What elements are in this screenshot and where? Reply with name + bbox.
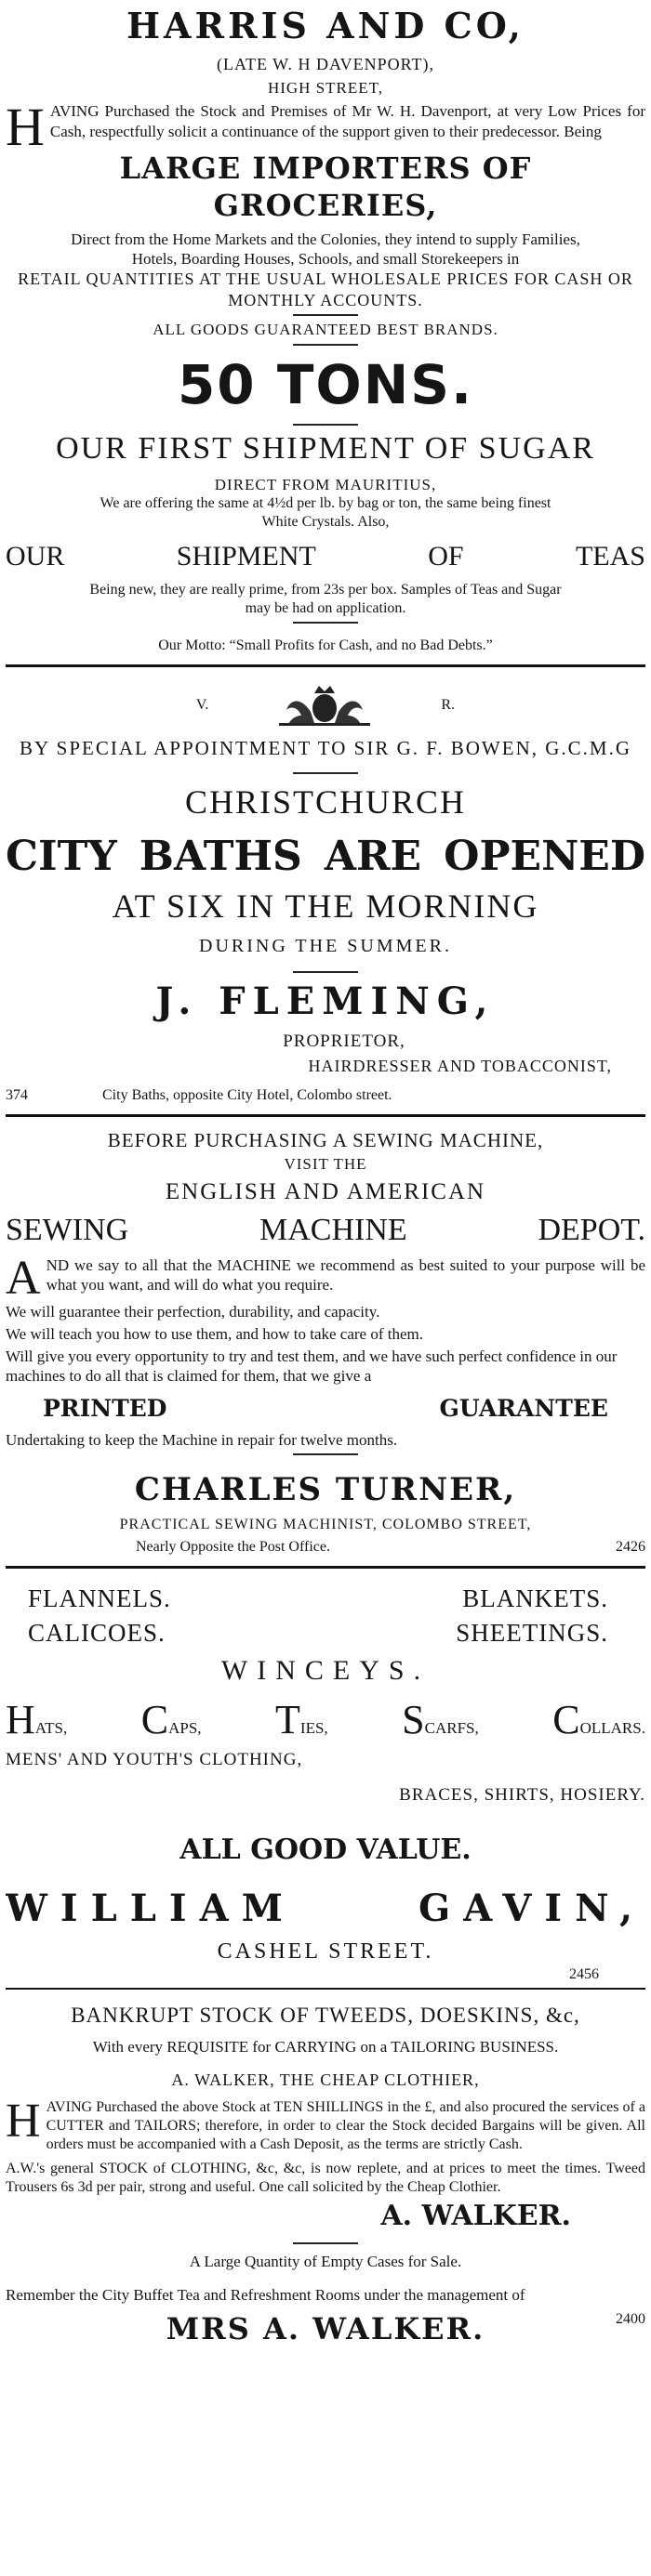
sewing-english-american: ENGLISH AND AMERICAN <box>165 1179 486 1205</box>
gavin-cashel-street: CASHEL STREET. <box>217 1939 434 1965</box>
walker-advertisement <box>6 2001 645 2347</box>
short-rule <box>293 622 358 624</box>
scarfs-cap-letter: S <box>402 1696 425 1742</box>
short-rule <box>293 2242 358 2244</box>
walker-bankrupt-stock: BANKRUPT STOCK OF TWEEDS, DOESKINS, &c, <box>71 2004 580 2028</box>
baths-hairdresser: HAIRDRESSER AND TOBACCONIST, <box>308 1057 612 1076</box>
depot-word: DEPOT. <box>538 1212 645 1247</box>
sewing-machine-advertisement <box>6 1128 645 1557</box>
winceys-text: WINCEYS. <box>220 1655 431 1687</box>
section-divider <box>6 1988 645 1990</box>
baths-footer <box>6 1086 645 1105</box>
harris-teas-heading <box>6 539 645 574</box>
short-rule <box>293 424 358 426</box>
gavin-fabric-row <box>6 1584 645 1615</box>
scarfs-item <box>402 1696 479 1742</box>
teas-word: OF <box>428 540 464 572</box>
collars-cap-letter: C <box>552 1696 580 1742</box>
short-rule <box>293 772 358 774</box>
baths-during-summer: DURING THE SUMMER. <box>199 935 452 956</box>
harris-offering-line-2: White Crystals. Also, <box>261 513 390 530</box>
harris-retail-line-2: MONTHLY ACCOUNTS. <box>228 290 423 309</box>
sewing-item: We will teach you how to use them, and how to take care of them. <box>6 1324 423 1343</box>
harris-drop-cap: H <box>6 97 45 158</box>
harris-retail-line-1: RETAIL QUANTITIES AT THE USUAL WHOLESALE PRICES FOR CASH OR <box>18 269 633 289</box>
sewing-item: We will guarantee their perfection, durability, and capacity. <box>6 1302 380 1321</box>
walker-drop-cap: H <box>6 2094 41 2148</box>
baths-christchurch: CHRISTCHURCH <box>184 782 467 821</box>
royal-crest-icon <box>273 684 376 727</box>
walker-paragraph-1 <box>6 2094 645 2154</box>
fabric-item: SHEETINGS. <box>456 1619 608 1648</box>
city-word: ARE <box>324 832 422 880</box>
gavin-name-heading <box>6 1886 645 1932</box>
sewing-address: Nearly Opposite the Post Office. <box>136 1538 330 1555</box>
depot-word: SEWING <box>6 1212 129 1247</box>
fabric-item: FLANNELS. <box>28 1584 171 1612</box>
harris-direct-line-1: Direct from the Home Markets and the Colonies, they intend to supply Families, <box>71 230 580 248</box>
gavin-hats-row <box>6 1696 645 1742</box>
gavin-surname: GAVIN, <box>418 1886 645 1931</box>
baths-appointment: BY SPECIAL APPOINTMENT TO SIR G. F. BOWEN, G.C.M.G <box>20 737 631 760</box>
harris-street: HIGH STREET, <box>267 79 384 97</box>
sewing-footer <box>6 1538 645 1557</box>
section-divider <box>6 1114 645 1117</box>
sewing-visit: VISIT THE <box>284 1155 367 1174</box>
gavin-mens-clothing: MENS' AND YOUTH'S CLOTHING, <box>6 1750 303 1770</box>
sewing-ad-number: 2426 <box>616 1538 645 1555</box>
short-rule <box>293 314 358 316</box>
hats-item <box>6 1696 68 1742</box>
baths-fleming: J. FLEMING, <box>155 979 496 1023</box>
city-word: CITY <box>6 832 117 880</box>
section-divider <box>6 1566 645 1569</box>
section-divider <box>6 664 645 667</box>
harris-being-line-2: may be had on application. <box>245 600 406 617</box>
gavin-winceys <box>6 1653 645 1689</box>
walker-paragraph-1-text: AVING Purchased the above Stock at TEN SHILLINGS in the £, and also procured the services of a CUTTER and TAILORS; therefore, in order to clear the Stock decided Bargains will be given. All orders must be accompanied with a Cash Deposit, as the terms are strictly Cash. <box>46 2098 645 2152</box>
teas-word: SHIPMENT <box>176 540 316 572</box>
walker-mrs-row <box>6 2310 645 2347</box>
collars-rest: OLLARS. <box>579 1718 645 1737</box>
walker-ad-number: 2400 <box>616 2310 645 2327</box>
baths-proprietor: PROPRIETOR, <box>283 1031 405 1051</box>
harris-late-line: (LATE W. H DAVENPORT), <box>216 54 435 73</box>
harris-title: HARRIS AND CO, <box>126 5 525 46</box>
ties-rest: IES, <box>299 1718 328 1737</box>
gavin-all-good-value: ALL GOOD VALUE. <box>179 1833 472 1866</box>
sewing-practical: PRACTICAL SEWING MACHINIST, COLOMBO STREET, <box>119 1516 532 1532</box>
guarantee-word: GUARANTEE <box>439 1394 608 1422</box>
sewing-undertaking: Undertaking to keep the Machine in repair for twelve months. <box>6 1430 398 1449</box>
short-rule <box>293 971 358 973</box>
walker-cheap-clothier: A. WALKER, THE CHEAP CLOTHIER, <box>171 2070 480 2090</box>
walker-empty-cases: A Large Quantity of Empty Cases for Sale. <box>189 2253 462 2271</box>
harris-mauritius: DIRECT FROM MAURITIUS, <box>214 475 437 493</box>
harris-intro-paragraph <box>6 97 645 158</box>
depot-word: MACHINE <box>259 1212 407 1247</box>
ties-item <box>275 1696 328 1742</box>
royal-crest-row <box>6 684 645 727</box>
teas-word: TEAS <box>575 540 645 572</box>
gavin-first-name: WILLIAM <box>6 1886 296 1931</box>
sewing-intro-paragraph <box>6 1252 645 1306</box>
harris-motto: Our Motto: “Small Profits for Cash, and no Bad Debts.” <box>158 637 493 654</box>
short-rule <box>293 344 358 346</box>
harris-large-importers: LARGE IMPORTERS OF GROCERIES, <box>119 150 532 223</box>
baths-address: City Baths, opposite City Hotel, Colombo street. <box>102 1086 392 1103</box>
baths-city-baths-heading <box>6 831 645 882</box>
hats-cap-letter: H <box>6 1696 35 1742</box>
hats-rest: ATS, <box>34 1718 68 1737</box>
walker-with-every: With every REQUISITE for CARRYING on a TAILORING BUSINESS. <box>92 2038 559 2057</box>
teas-word: OUR <box>6 540 65 572</box>
harris-being-line-1: Being new, they are really prime, from 23s per box. Samples of Teas and Sugar <box>89 582 562 598</box>
harris-intro-text: AVING Purchased the Stock and Premises of Mr W. H. Davenport, at very Low Prices for Cash, respectfully solicit a continuance of the support given to their predecessor. Being <box>49 102 645 140</box>
william-gavin-advertisement <box>6 1580 645 1985</box>
crest-left-letter: V. <box>195 697 209 714</box>
walker-remember: Remember the City Buffet Tea and Refreshment Rooms under the management of <box>6 2285 525 2304</box>
gavin-ad-number: 2456 <box>569 1966 599 1983</box>
sewing-depot-heading <box>6 1211 645 1251</box>
walker-paragraph-2: A.W.'s general STOCK of CLOTHING, &c, &c, is now replete, and at prices to meet the times. Tweed Trousers 6s 3d per pair, strong and useful. One call solicited by the Cheap Clothier. <box>6 2160 645 2195</box>
collars-item <box>552 1696 645 1742</box>
harris-direct-line-2: Hotels, Boarding Houses, Schools, and small Storekeepers in <box>131 250 520 269</box>
harris-fifty-tons: 50 TONS. <box>177 352 474 416</box>
harris-offering-line-1: We are offering the same at 4½d per lb. by bag or ton, the same being finest <box>100 494 551 511</box>
fabric-item: CALICOES. <box>28 1619 166 1648</box>
city-baths-advertisement <box>6 678 645 1105</box>
sewing-printed-guarantee <box>6 1394 645 1423</box>
sewing-charles-turner: CHARLES TURNER, <box>134 1471 517 1509</box>
crest-right-letter: R. <box>441 697 456 714</box>
sewing-intro-text: ND we say to all that the MACHINE we recommend as best suited to your purpose will be what you want, and will do what you require. <box>46 1256 645 1295</box>
caps-cap-letter: C <box>140 1696 169 1742</box>
caps-item <box>140 1696 202 1742</box>
baths-ad-number: 374 <box>6 1086 28 1103</box>
harris-all-goods: ALL GOODS GUARANTEED BEST BRANDS. <box>153 321 498 339</box>
short-rule <box>293 1453 358 1455</box>
gavin-braces: BRACES, SHIRTS, HOSIERY. <box>399 1785 645 1806</box>
fabric-item: BLANKETS. <box>462 1584 608 1612</box>
city-word: OPENED <box>444 832 645 880</box>
city-word: BATHS <box>139 832 302 880</box>
ties-cap-letter: T <box>275 1696 300 1742</box>
sewing-drop-cap: A <box>6 1252 41 1306</box>
baths-six-morning: AT SIX IN THE MORNING <box>112 887 539 925</box>
scarfs-rest: CARFS, <box>424 1718 479 1737</box>
harris-advertisement <box>6 4 645 655</box>
sewing-before: BEFORE PURCHASING A SEWING MACHINE, <box>107 1128 544 1151</box>
caps-rest: APS, <box>168 1718 202 1737</box>
gavin-fabric-row <box>6 1618 645 1649</box>
harris-first-shipment: OUR FIRST SHIPMENT OF SUGAR <box>56 431 595 467</box>
guarantee-word: PRINTED <box>43 1394 167 1422</box>
sewing-item: Will give you every opportunity to try and test them, and we have such perfect confidence in our machines to do all that is claimed for them, that we give a <box>6 1347 618 1386</box>
walker-mrs-name: MRS A. WALKER. <box>166 2310 485 2346</box>
walker-signature: A. WALKER. <box>380 2199 571 2232</box>
